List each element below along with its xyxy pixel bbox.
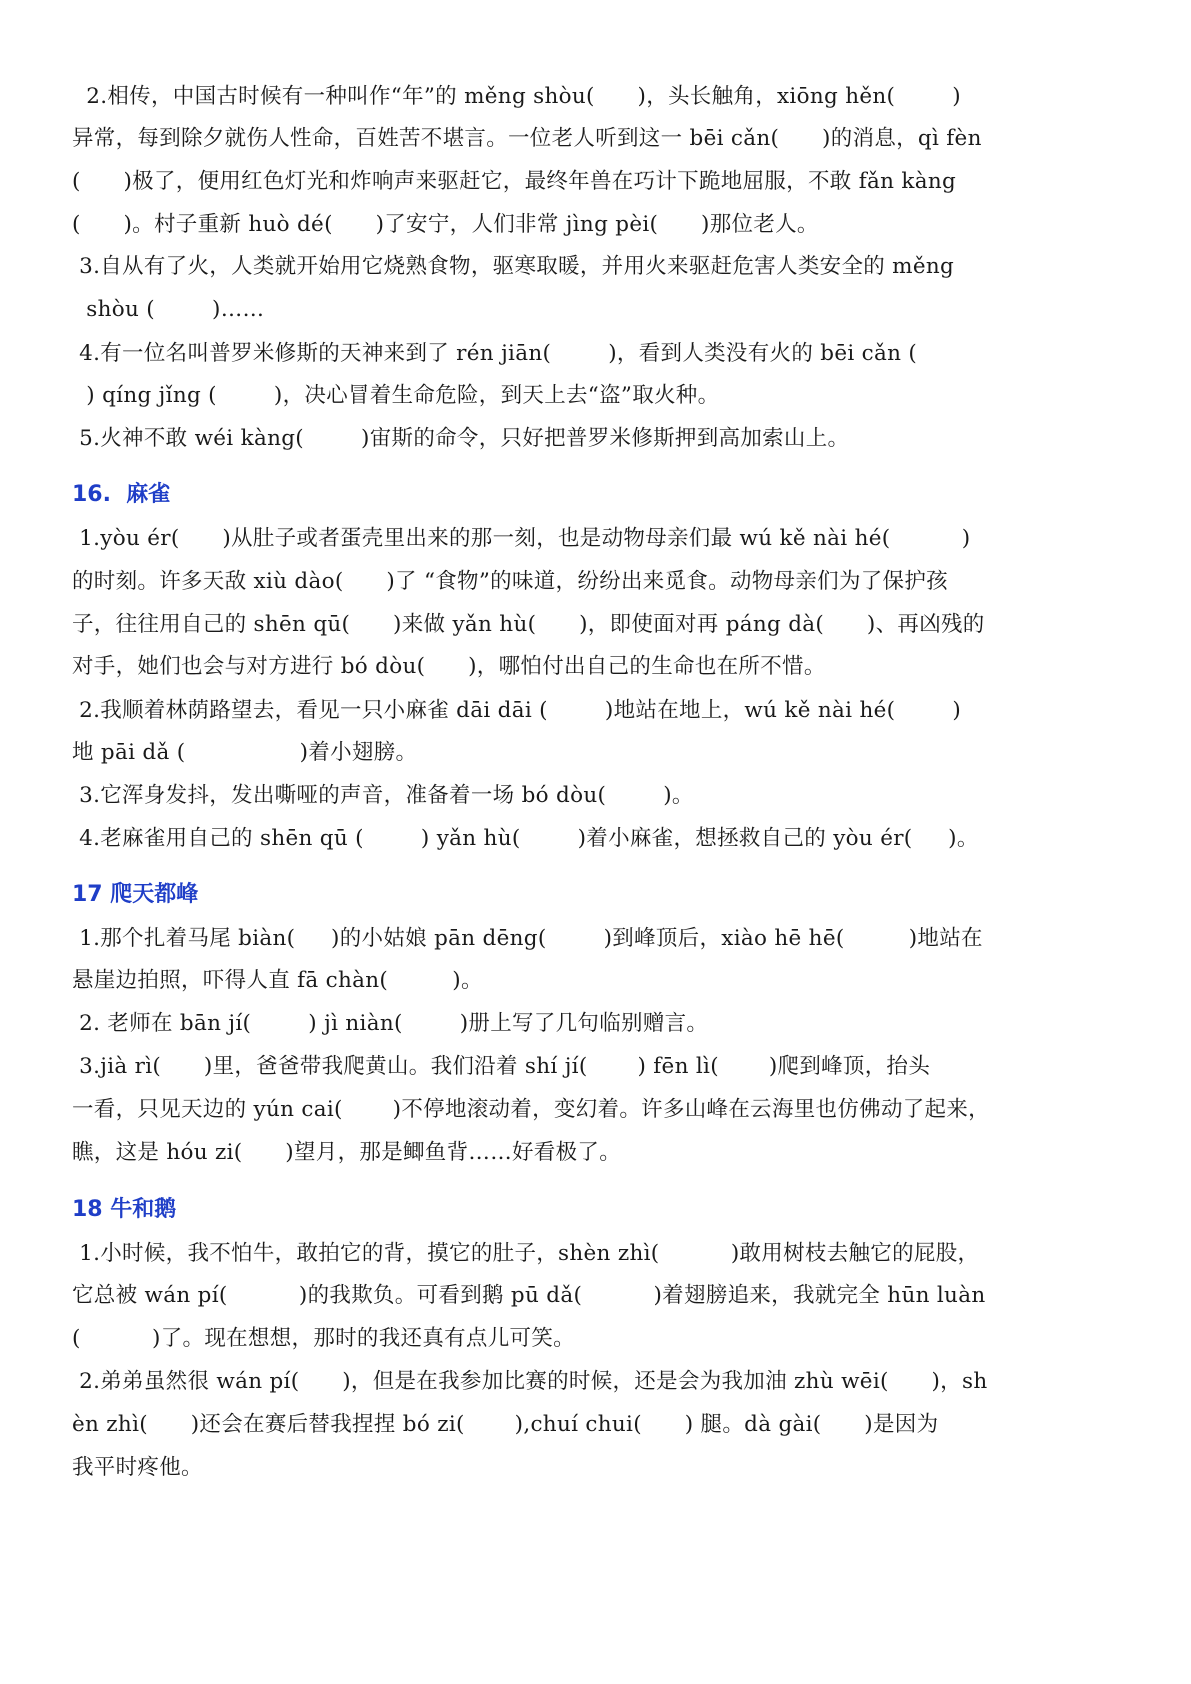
section-heading: 17 爬天都峰 xyxy=(72,882,199,907)
exercise-line: 我平时疼他。 xyxy=(72,1455,203,1480)
exercise-line: èn zhì( )还会在赛后替我捏捏 bó zi( ),chuí chui( ) 腿。dà gài( )是因为 xyxy=(72,1412,939,1437)
exercise-line: 5.火神不敢 wéi kàng( )宙斯的命令，只好把普罗米修斯押到高加索山上。 xyxy=(72,426,850,451)
exercise-line: ( )了。现在想想，那时的我还真有点儿可笑。 xyxy=(72,1326,575,1351)
section-heading: 16. 麻雀 xyxy=(72,482,171,507)
exercise-line: 2. 老师在 bān jí( ) jì niàn( )册上写了几句临别赠言。 xyxy=(72,1011,709,1036)
exercise-line: ( )。村子重新 huò dé( )了安宁，人们非常 jìng pèi( )那位老人。 xyxy=(72,212,819,237)
exercise-line: 2.我顺着林荫路望去，看见一只小麻雀 dāi dāi ( )地站在地上，wú kě nài hé( ) xyxy=(72,698,962,723)
exercise-line: 2.弟弟虽然很 wán pí( )，但是在我参加比赛的时候，还是会为我加油 zhù wēi( )，sh xyxy=(72,1369,988,1394)
exercise-line: 一看，只见天边的 yún cai( )不停地滚动着，变幻着。许多山峰在云海里也仿佛动了起来， xyxy=(72,1097,990,1122)
exercise-line: 1.小时候，我不怕牛，敢拍它的背，摸它的肚子，shèn zhì( )敢用树枝去触它的屁股， xyxy=(72,1241,980,1266)
exercise-line: 1.yòu ér( )从肚子或者蛋壳里出来的那一刻，也是动物母亲们最 wú kě nài hé( ) xyxy=(72,526,971,551)
exercise-line: 3.它浑身发抖，发出嘶哑的声音，准备着一场 bó dòu( )。 xyxy=(72,783,694,808)
section-heading: 18 牛和鹅 xyxy=(72,1197,177,1222)
exercise-line: 地 pāi dǎ ( )着小翅膀。 xyxy=(72,740,418,765)
exercise-line: 异常，每到除夕就伤人性命，百姓苦不堪言。一位老人听到这一 bēi cǎn( )的消息，qì fèn xyxy=(72,126,982,151)
exercise-line: 子，往往用自己的 shēn qū( )来做 yǎn hù( )，即使面对再 páng dà( )、再凶残的 xyxy=(72,612,985,637)
exercise-line: 4.老麻雀用自己的 shēn qū ( ) yǎn hù( )着小麻雀，想拯救自己的 yòu ér( )。 xyxy=(72,826,979,851)
exercise-line: shòu ( )…… xyxy=(72,297,265,322)
exercise-line: 悬崖边拍照，吓得人直 fā chàn( )。 xyxy=(72,968,483,993)
exercise-line: 1.那个扎着马尾 biàn( )的小姑娘 pān dēng( )到峰顶后，xiào hē hē( )地站在 xyxy=(72,926,983,951)
exercise-line: 的时刻。许多天敌 xiù dào( )了 “食物”的味道，纷纷出来觅食。动物母亲们为了保护孩 xyxy=(72,569,948,594)
exercise-line: 对手，她们也会与对方进行 bó dòu( )，哪怕付出自己的生命也在所不惜。 xyxy=(72,654,826,679)
exercise-line: 3.jià rì( )里，爸爸带我爬黄山。我们沿着 shí jí( ) fēn lì( )爬到峰顶，抬头 xyxy=(72,1054,931,1079)
exercise-line: ) qíng jǐng ( )，决心冒着生命危险，到天上去“盗”取火种。 xyxy=(72,383,720,408)
exercise-line: 3.自从有了火，人类就开始用它烧熟食物，驱寒取暖，并用火来驱赶危害人类安全的 měng xyxy=(72,254,955,279)
exercise-line: ( )极了，便用红色灯光和炸响声来驱赶它，最终年兽在巧计下跪地屈服，不敢 fǎn kàng xyxy=(72,169,957,194)
exercise-line: 瞧，这是 hóu zi( )望月，那是鲫鱼背……好看极了。 xyxy=(72,1140,621,1165)
exercise-line: 它总被 wán pí( )的我欺负。可看到鹅 pū dǎ( )着翅膀追来，我就完全 hūn luàn xyxy=(72,1283,986,1308)
exercise-line: 4.有一位名叫普罗米修斯的天神来到了 rén jiān( )，看到人类没有火的 bēi cǎn ( xyxy=(72,341,918,366)
exercise-line: 2.相传，中国古时候有一种叫作“年”的 měng shòu( )，头长触角，xiōng hěn( ) xyxy=(72,84,961,109)
